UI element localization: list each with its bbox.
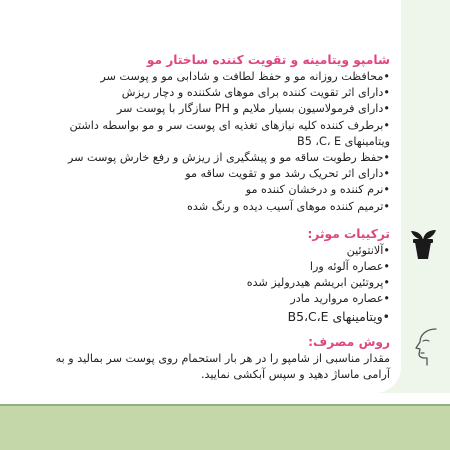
feature-item: ویتامینهای B5 ،C، E [297, 134, 390, 148]
usage-text: مقدار مناسبی از شامپو را در هر بار استحمام روی پوست سر بمالید و به آرامی ماساژ دهید و سپس آبکشی نمایید. [55, 351, 390, 381]
plant-pot-icon [405, 228, 441, 262]
ingredient-item: •پروتئین ابریشم هیدرولیز شده [246, 275, 390, 289]
feature-item: •دارای اثر تحریک رشد مو و تقویت ساقه مو [185, 167, 390, 181]
feature-item: •محافظت روزانه مو و حفظ لطافت و شادابی مو و پوست سر [100, 70, 390, 83]
ingredients-title: ترکیبات موثر: [307, 226, 390, 241]
feature-item: •دارای فرمولاسیون بسیار ملایم و PH سازگار با پوست سر [116, 102, 390, 116]
ingredient-item: •آلانتوئین [346, 243, 390, 257]
feature-item: •دارای اثر تقویت کننده برای موهای شکننده و دچار ریزش [121, 86, 390, 100]
feature-item: •حفظ رطوبت ساقه مو و پیشگیری از ریزش و رفع خارش پوست سر [67, 151, 390, 165]
ingredients-list [28, 243, 390, 326]
ingredient-item: •عصاره آلوئه ورا [309, 259, 390, 273]
ingredient-item: •ویتامینهای B5،C،E [287, 308, 390, 324]
features-list [28, 69, 390, 215]
feature-item: •نرم کننده و درخشان کننده مو [245, 183, 390, 197]
product-description [28, 52, 390, 383]
feature-item: •برطرف کننده کلیه نیازهای تغذیه ای پوست سر و مو بواسطه داشتن [69, 118, 390, 132]
face-profile-icon [408, 327, 442, 367]
usage-title: روش مصرف: [308, 334, 390, 349]
features-title: شامپو ویتامینه و تقویت کننده ساختار مو [146, 53, 390, 67]
ingredient-item: •عصاره مروارید مادر [290, 291, 390, 305]
feature-item: •ترمیم کننده موهای آسیب دیده و رنگ شده [187, 199, 390, 213]
footer-green-band [0, 406, 450, 450]
